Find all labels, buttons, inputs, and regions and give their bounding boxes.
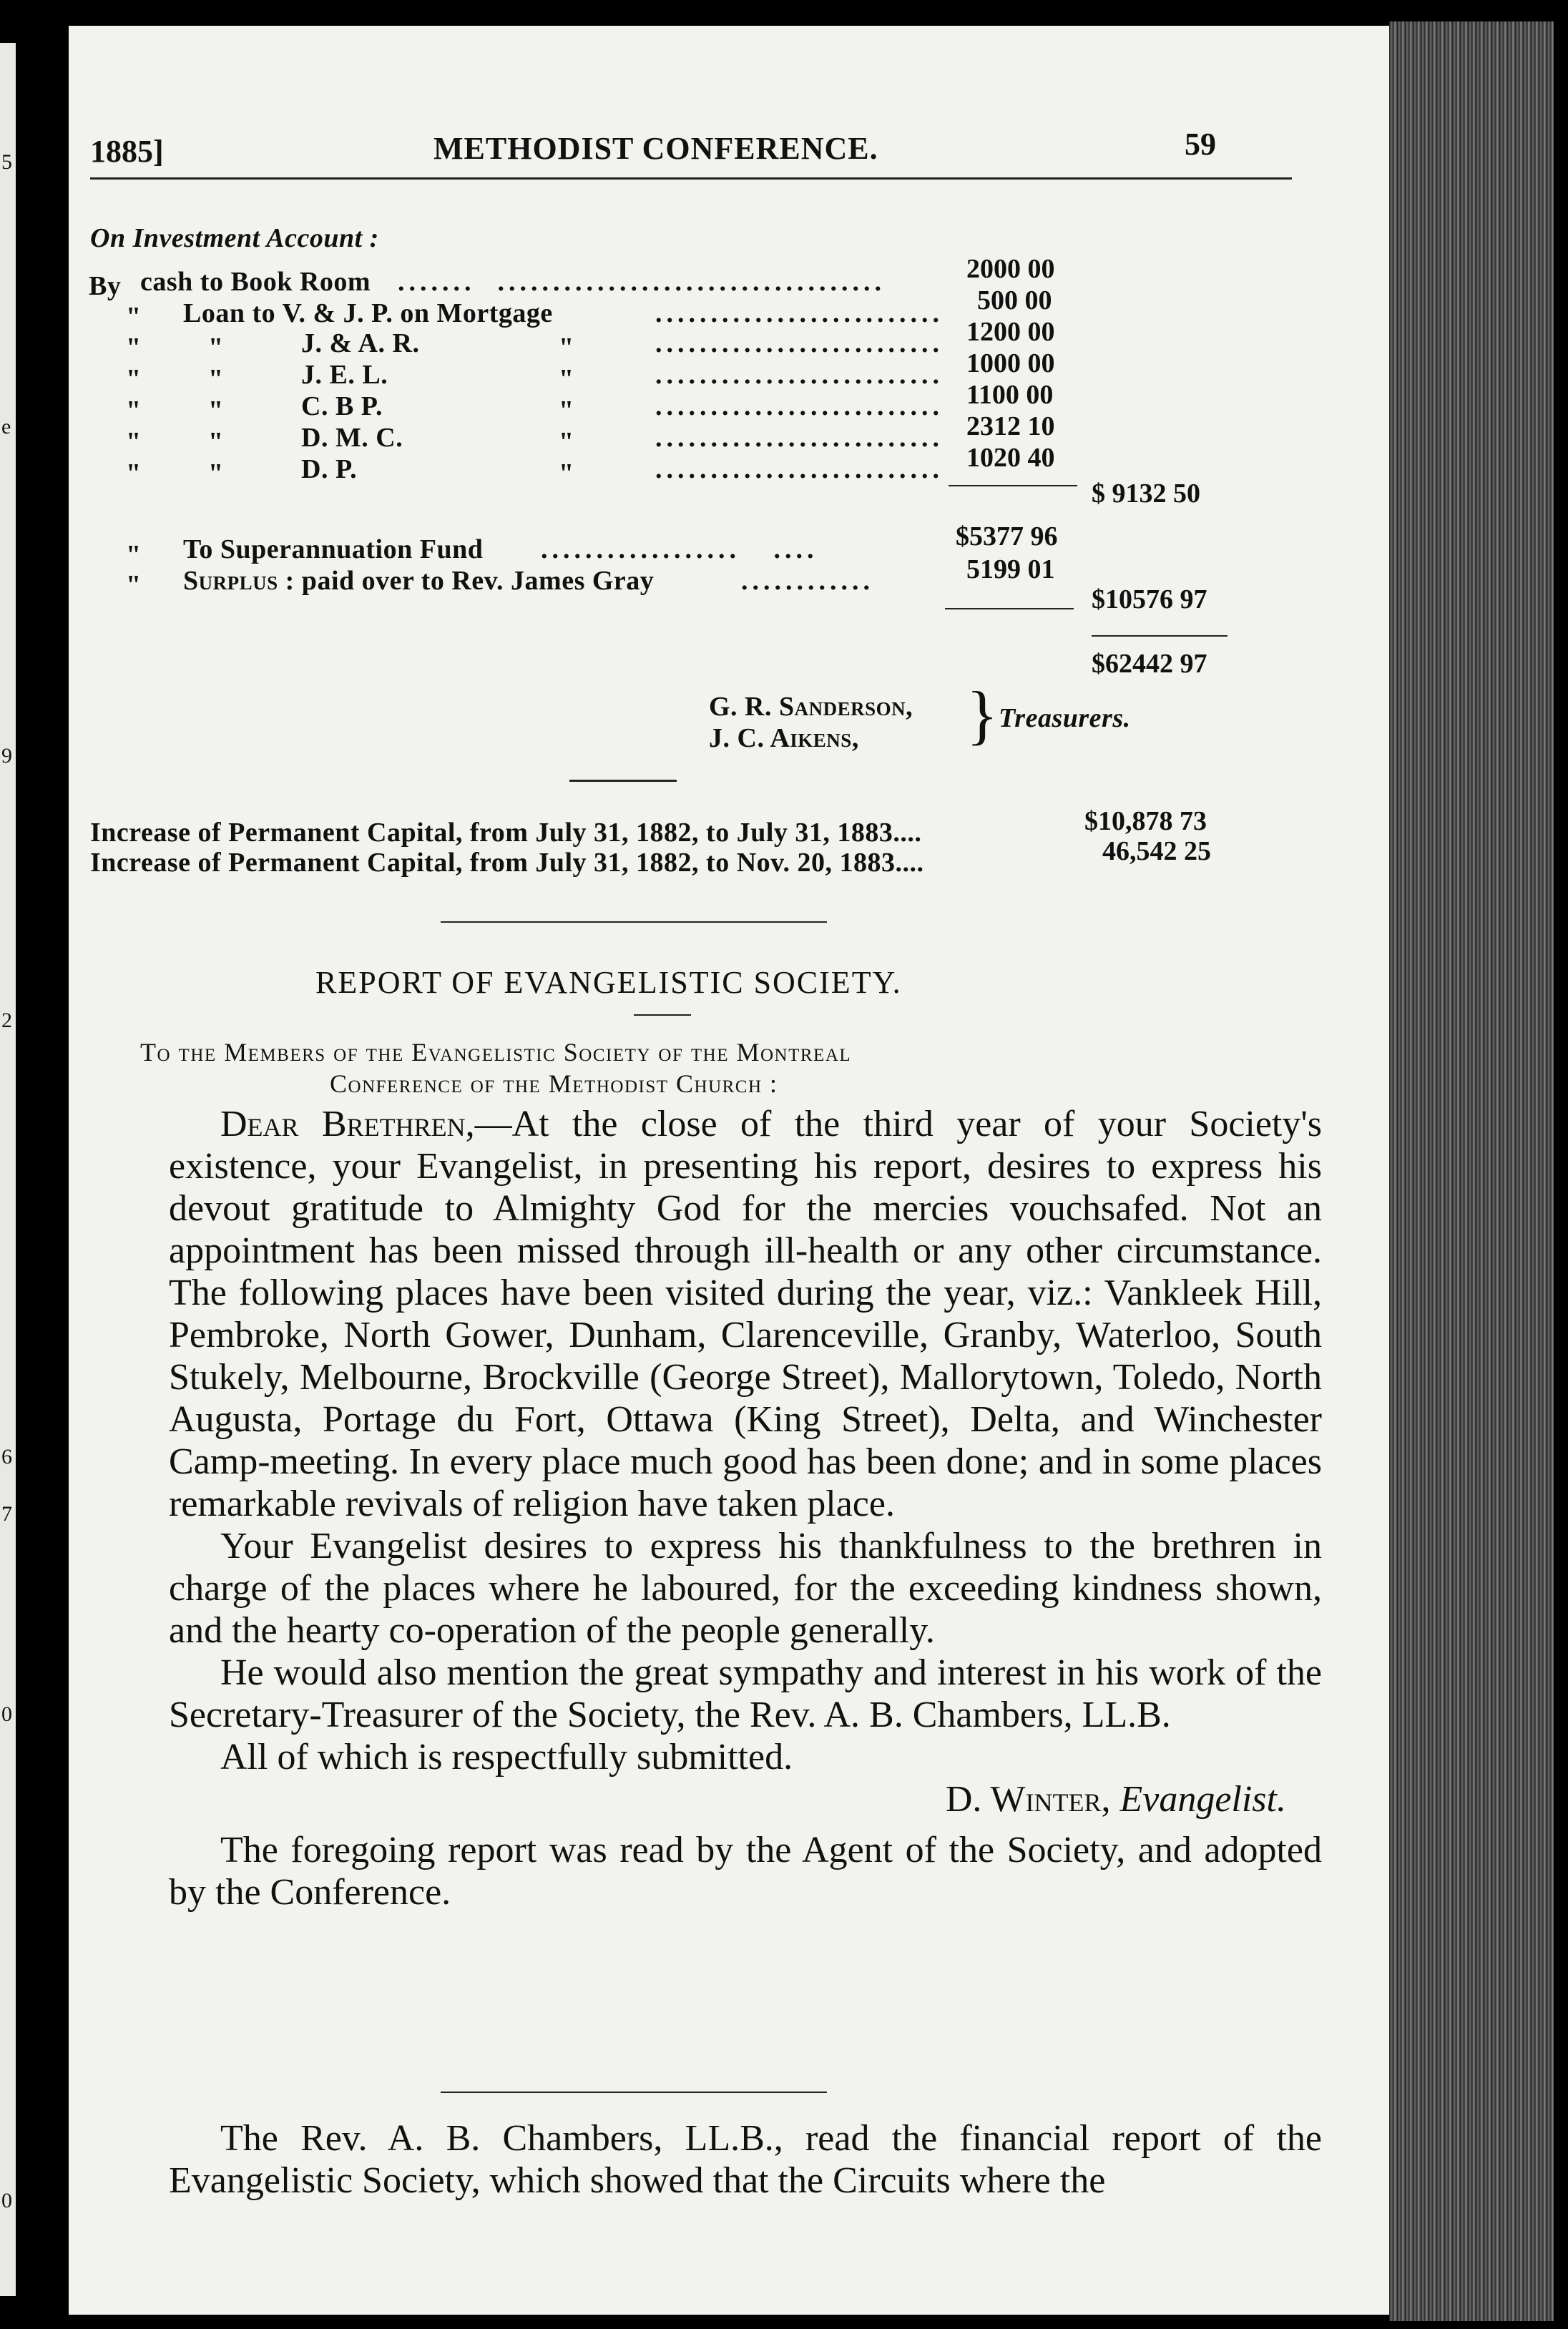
amount: $5377 96 xyxy=(956,521,1058,551)
margin-digit: e xyxy=(1,415,11,438)
treasurers-role: Treasurers. xyxy=(999,703,1131,733)
leader-dots: .......................... xyxy=(655,298,944,328)
signature-name: D. Winter, xyxy=(945,1779,1111,1820)
ledger-item: J. E. L. xyxy=(301,360,388,390)
ledger-ditto: By xyxy=(89,271,122,301)
section-rule xyxy=(441,2092,827,2093)
leader-dots: .......................... xyxy=(655,454,944,484)
surplus-line xyxy=(183,565,654,597)
sum-rule xyxy=(945,608,1074,609)
leader-dots: .......................... xyxy=(655,391,944,421)
ledger-ditto: " xyxy=(126,302,142,332)
amount: 1200 00 xyxy=(966,317,1055,347)
ledger-ditto: " xyxy=(559,333,574,363)
ledger-item: cash to Book Room xyxy=(140,267,371,297)
ledger-ditto: " xyxy=(208,427,224,457)
ledger-ditto: " xyxy=(208,333,224,363)
margin-digit: 6 xyxy=(1,1445,12,1469)
adjacent-page-edge xyxy=(0,43,16,2296)
margin-digit: 0 xyxy=(1,2189,12,2212)
increase-line: Increase of Permanent Capital, from July 31, 1882, to Nov. 20, 1883.... xyxy=(90,848,924,878)
ledger-item: D. P. xyxy=(301,454,358,484)
short-rule xyxy=(569,780,677,782)
leader-dots: ....... ................................... xyxy=(398,267,886,297)
amount: 1100 00 xyxy=(966,380,1054,410)
ledger-item: C. B P. xyxy=(301,391,383,421)
header-rule xyxy=(90,177,1292,180)
subtotal: $10576 97 xyxy=(1092,584,1207,614)
paragraph: He would also mention the great sympathy and interest in his work of the Secretary-Treasurer of the Society, the Rev. A. B. Chambers, LL.B. xyxy=(169,1652,1322,1735)
paragraph: The Rev. A. B. Chambers, LL.B., read the financial report of the Evangelistic Society, which showed that the Circuits where the xyxy=(169,2118,1322,2201)
salutation: Dear Brethren, xyxy=(220,1104,475,1144)
address-line: To the Members of the Evangelistic Society of the Montreal xyxy=(140,1038,852,1067)
subtotal: $ 9132 50 xyxy=(1092,479,1200,509)
ledger-item: D. M. C. xyxy=(301,423,403,453)
leader-dots: ............ xyxy=(741,566,874,596)
amount: $10,878 73 xyxy=(1084,806,1207,836)
page-number: 59 xyxy=(1185,127,1216,162)
address-line: Conference of the Methodist Church : xyxy=(330,1069,778,1098)
ledger-ditto: " xyxy=(559,427,574,457)
margin-digit: 9 xyxy=(1,744,12,768)
report-title: REPORT OF EVANGELISTIC SOCIETY. xyxy=(315,965,902,1000)
margin-digit: 2 xyxy=(1,1009,12,1032)
ledger-ditto: " xyxy=(126,364,142,394)
surplus-rest: : paid over to Rev. James Gray xyxy=(285,566,655,596)
surplus-label: Surplus xyxy=(183,566,278,596)
ledger-ditto: " xyxy=(126,396,142,426)
margin-digit: 7 xyxy=(1,1502,12,1526)
section-rule xyxy=(441,921,827,923)
grand-total: $62442 97 xyxy=(1092,649,1207,679)
ledger-ditto: " xyxy=(559,364,574,394)
report-body xyxy=(169,1103,1322,1913)
superannuation-label: To Superannuation Fund xyxy=(183,534,484,564)
amount: 1020 40 xyxy=(966,443,1055,473)
leader-dots: .......................... xyxy=(655,360,944,390)
ledger-ditto: " xyxy=(208,396,224,426)
treasurer-name: G. R. Sanderson, xyxy=(709,692,913,722)
leader-dots: .......................... xyxy=(655,328,944,358)
total-rule xyxy=(1092,635,1228,637)
increase-line: Increase of Permanent Capital, from July 31, 1882, to July 31, 1883.... xyxy=(90,818,922,848)
paragraph: Dear Brethren,—At the close of the third year of your Society's existence, your Evangelist, in presenting his report, desires to express his devout gratitude to Almighty God for the mercies vouchsafed. Not an appointment has been missed through ill-health or any other circumstance. The following places have been visited during the year, viz.: Vankleek Hill, Pembroke, North Gower, Dunham, Clarenceville, Granby, Waterloo, South Stukely, Melbourne, Brockville (George Street), Mallorytown, Toledo, North Augusta, Portage du Fort, Ottawa (King Street), Delta, and Winchester Camp-meeting. In every place much good has been done; and in some places remarkable revivals of religion have taken place. xyxy=(169,1104,1322,1524)
paragraph: The foregoing report was read by the Agent of the Society, and adopted by the Conference. xyxy=(169,1830,1322,1913)
margin-digit: 5 xyxy=(1,150,12,174)
ledger-ditto: " xyxy=(559,396,574,426)
leader-dots: .......................... xyxy=(655,423,944,453)
signature xyxy=(169,1778,1322,1820)
sum-rule xyxy=(949,485,1077,486)
amount: 2312 10 xyxy=(966,411,1055,441)
ledger-item: J. & A. R. xyxy=(301,328,420,358)
book-page xyxy=(69,26,1389,2315)
running-title: METHODIST CONFERENCE. xyxy=(433,131,878,166)
financial-report-start xyxy=(169,2117,1322,2202)
header-year: 1885] xyxy=(90,134,164,169)
ledger-ditto: " xyxy=(126,333,142,363)
treasurer-name: J. C. Aikens, xyxy=(709,723,859,753)
short-rule xyxy=(634,1014,691,1016)
margin-digit: 0 xyxy=(1,1702,12,1726)
ledger-ditto: " xyxy=(126,570,142,600)
paragraph: Your Evangelist desires to express his thankfulness to the brethren in charge of the places where he laboured, for the exceeding kindness shown, and the hearty co-operation of the people generally. xyxy=(169,1526,1322,1651)
brace: } xyxy=(966,678,999,751)
ledger-ditto: " xyxy=(208,364,224,394)
book-page-edges xyxy=(1389,21,1554,2321)
amount: 2000 00 xyxy=(966,254,1055,284)
leader-dots: .................. .... xyxy=(541,534,818,564)
ledger-ditto: " xyxy=(126,427,142,457)
amount: 46,542 25 xyxy=(1102,836,1211,866)
ledger-ditto: " xyxy=(126,540,142,570)
amount: 1000 00 xyxy=(966,348,1055,378)
ledger-ditto: " xyxy=(208,459,224,489)
signature-role: Evangelist. xyxy=(1119,1779,1286,1820)
ledger-item: Loan to V. & J. P. on Mortgage xyxy=(183,298,553,328)
amount: 5199 01 xyxy=(966,554,1055,584)
amount: 500 00 xyxy=(977,285,1052,315)
ledger-ditto: " xyxy=(559,459,574,489)
ledger-ditto: " xyxy=(126,459,142,489)
paragraph: All of which is respectfully submitted. xyxy=(220,1737,793,1778)
investment-heading: On Investment Account : xyxy=(90,223,379,253)
